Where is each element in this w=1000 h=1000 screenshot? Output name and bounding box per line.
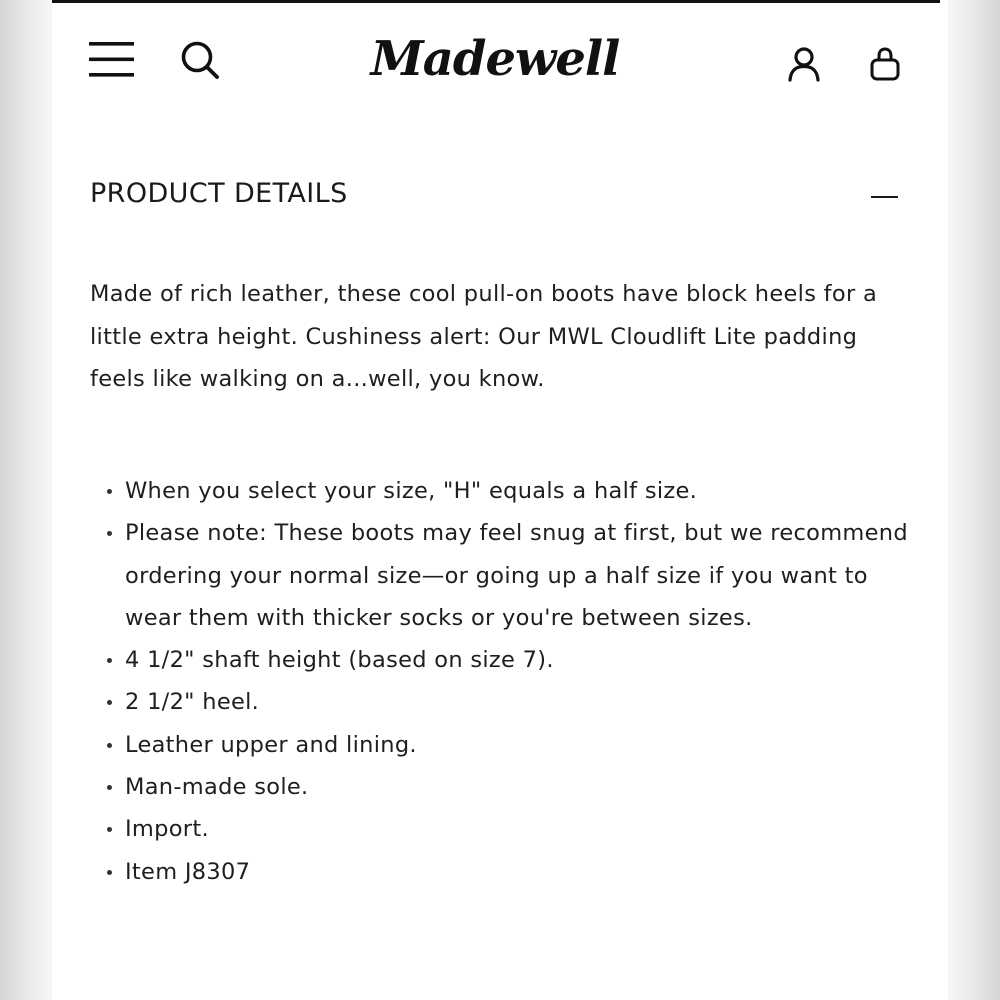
product-details-list bbox=[90, 470, 910, 893]
detail-text: When you select your size, "H" equals a half size. bbox=[125, 478, 698, 504]
search-icon[interactable] bbox=[180, 40, 222, 82]
bag-icon[interactable] bbox=[868, 46, 902, 82]
detail-item bbox=[90, 851, 910, 893]
detail-item bbox=[90, 808, 910, 850]
section-title: PRODUCT DETAILS bbox=[90, 178, 348, 209]
detail-item bbox=[90, 766, 910, 808]
bullet-icon bbox=[107, 700, 112, 705]
bullet-icon bbox=[107, 531, 112, 536]
brand-wordmark: Madewell bbox=[370, 31, 620, 87]
bullet-icon bbox=[107, 827, 112, 832]
product-details-header[interactable] bbox=[90, 172, 910, 222]
detail-text: Import. bbox=[125, 816, 209, 843]
bullet-icon bbox=[107, 785, 112, 790]
bullet-icon bbox=[107, 658, 112, 663]
detail-text: Man-made sole. bbox=[125, 774, 309, 801]
detail-text: Leather upper and lining. bbox=[125, 731, 417, 758]
detail-text: Item J8307 bbox=[125, 858, 251, 885]
bullet-icon bbox=[107, 870, 112, 875]
account-icon[interactable] bbox=[786, 46, 822, 82]
detail-text: 4 1/2" shaft height (based on size 7). bbox=[125, 647, 554, 674]
detail-item bbox=[90, 639, 910, 681]
minus-icon[interactable] bbox=[871, 196, 898, 198]
detail-item bbox=[90, 512, 910, 639]
product-description: Made of rich leather, these cool pull-on boots have block heels for a little extra height. Cushiness alert: Our MWL Cloudlift Lite padding feels like walking on a...well, you know. bbox=[90, 281, 878, 392]
product-page bbox=[52, 0, 948, 1000]
detail-item bbox=[90, 681, 910, 723]
detail-text: 2 1/2" heel. bbox=[125, 689, 260, 716]
brand-logo[interactable] bbox=[360, 20, 630, 98]
bullet-icon bbox=[107, 489, 112, 494]
detail-item bbox=[90, 724, 910, 766]
top-divider bbox=[52, 0, 940, 3]
menu-icon[interactable] bbox=[89, 40, 135, 78]
bullet-icon bbox=[107, 743, 112, 748]
detail-item bbox=[90, 470, 910, 512]
detail-text: Please note: These boots may feel snug at first, but we recommend ordering your normal size—or going up a half size if you want to wear them with thicker socks or you're between sizes. bbox=[125, 520, 908, 631]
